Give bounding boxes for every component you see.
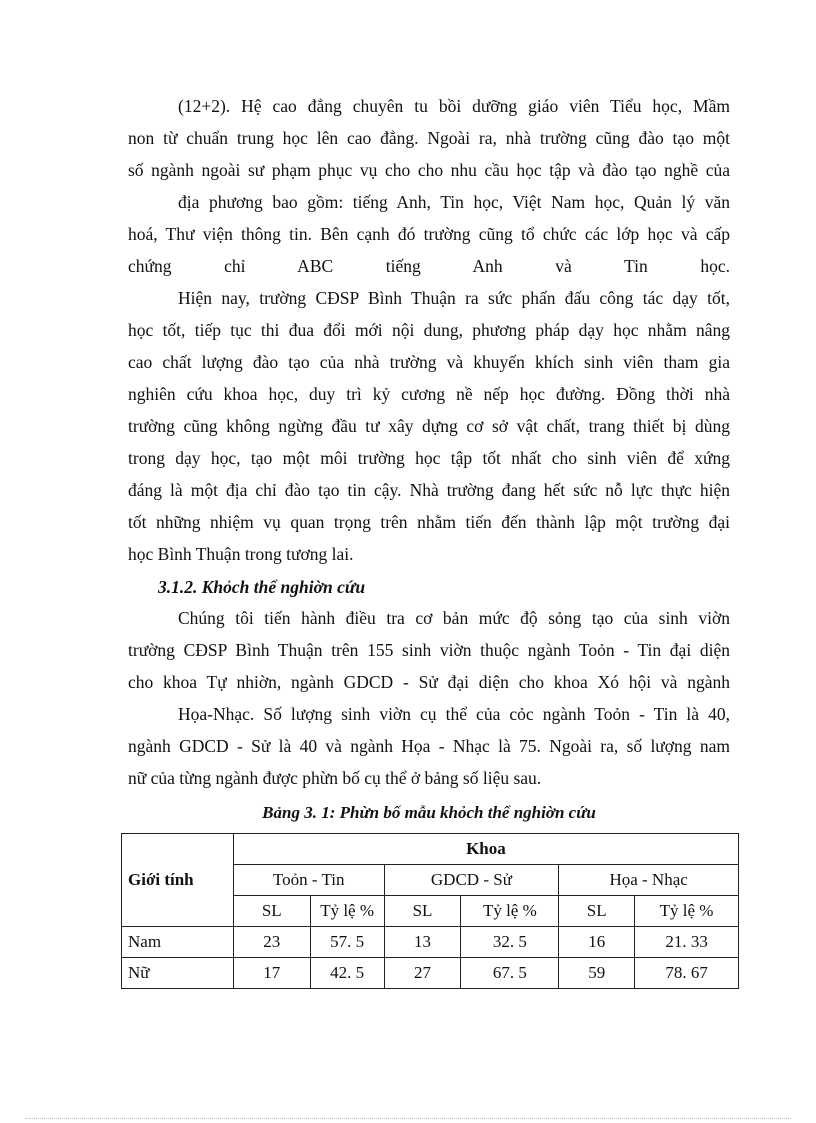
table-cell: 42. 5	[310, 958, 384, 989]
faculty-header: Khoa	[233, 834, 738, 865]
sub-header: Tỷ lệ %	[310, 896, 384, 927]
row-label: Nam	[122, 927, 234, 958]
group-header: Toỏn - Tin	[233, 865, 384, 896]
text-line: non từ chuẩn trung học lên cao đẳng. Ngoài ra, nhà trường cũng đào tạo một	[128, 128, 730, 148]
table-cell: 67. 5	[461, 958, 559, 989]
table-cell: 23	[233, 927, 310, 958]
sub-header: Tỷ lệ %	[635, 896, 739, 927]
table-cell: 59	[559, 958, 635, 989]
table-cell: 16	[559, 927, 635, 958]
table-cell: 78. 67	[635, 958, 739, 989]
sub-header: SL	[233, 896, 310, 927]
text-line: nữ của từng ngành được phừn bố cụ thể ở bảng số liệu sau.	[128, 768, 542, 788]
text-line: đáng là một địa chỉ đào tạo tin cậy. Nhà trường đang hết sức nỗ lực thực hiện	[128, 480, 730, 500]
text-line: Hiện nay, trường CĐSP Bình Thuận ra sức phấn đấu công tác dạy tốt,	[178, 288, 730, 308]
text-line: trường CĐSP Bình Thuận trên 155 sinh viờn thuộc ngành Toỏn - Tin đại diện	[128, 640, 730, 660]
text-line: địa phương bao gồm: tiếng Anh, Tin học, Việt Nam học, Quản lý văn	[178, 192, 730, 212]
text-line: Họa-Nhạc. Số lượng sinh viờn cụ thể của cỏc ngành Toỏn - Tin là 40,	[178, 704, 730, 724]
text-line: nghiên cứu khoa học, duy trì kỷ cương nề nếp học đường. Đồng thời nhà	[128, 384, 730, 404]
row-label: Nữ	[122, 958, 234, 989]
page-bottom-divider	[25, 1118, 791, 1119]
sample-distribution-table	[121, 833, 739, 989]
text-line: cao chất lượng đào tạo của nhà trường và khuyến khích sinh viên tham gia	[128, 352, 730, 372]
text-line: học Bình Thuận trong tương lai.	[128, 544, 354, 564]
text-line: trường cũng không ngừng đầu tư xây dựng cơ sở vật chất, trang thiết bị dùng	[128, 416, 730, 436]
group-header: Họa - Nhạc	[559, 865, 739, 896]
text-line: ngành GDCD - Sử là 40 và ngành Họa - Nhạc là 75. Ngoài ra, số lượng nam	[128, 736, 730, 756]
table-caption: Bảng 3. 1: Phừn bố mẫu khỏch thể nghiờn cứu	[262, 803, 596, 822]
table-cell: 57. 5	[310, 927, 384, 958]
table-cell: 21. 33	[635, 927, 739, 958]
sub-header: Tỷ lệ %	[461, 896, 559, 927]
text-line: tốt những nhiệm vụ quan trọng trên nhằm tiến đến thành lập một trường đại	[128, 512, 730, 532]
text-line: số ngành ngoài sư phạm phục vụ cho cho nhu cầu học tập và đào tạo nghề của	[128, 160, 730, 180]
text-line: trong dạy học, tạo một môi trường học tập tốt nhất cho sinh viên để xứng	[128, 448, 730, 468]
table-cell: 17	[233, 958, 310, 989]
text-line: chứng chỉ ABC tiếng Anh và Tin học.	[128, 256, 730, 276]
sub-header: SL	[559, 896, 635, 927]
text-line: hoá, Thư viện thông tin. Bên cạnh đó trường cũng tổ chức các lớp học và cấp	[128, 224, 730, 244]
gender-header: Giới tính	[122, 834, 234, 927]
table-cell: 13	[384, 927, 461, 958]
table-cell: 32. 5	[461, 927, 559, 958]
section-heading: 3.1.2. Khỏch thể nghiờn cứu	[158, 577, 366, 597]
group-header: GDCD - Sử	[384, 865, 559, 896]
table-row	[122, 927, 739, 958]
text-line: (12+2). Hệ cao đẳng chuyên tu bồi dưỡng giáo viên Tiểu học, Mầm	[178, 96, 730, 116]
text-line: học tốt, tiếp tục thi đua đổi mới nội dung, phương pháp dạy học nhằm nâng	[128, 320, 730, 340]
table-cell: 27	[384, 958, 461, 989]
sub-header: SL	[384, 896, 461, 927]
text-line: cho khoa Tự nhiờn, ngành GDCD - Sử đại diện cho khoa Xó hội và ngành	[128, 672, 730, 692]
text-line: Chúng tôi tiến hành điều tra cơ bản mức độ sỏng tạo của sinh viờn	[178, 608, 730, 628]
table-row	[122, 958, 739, 989]
